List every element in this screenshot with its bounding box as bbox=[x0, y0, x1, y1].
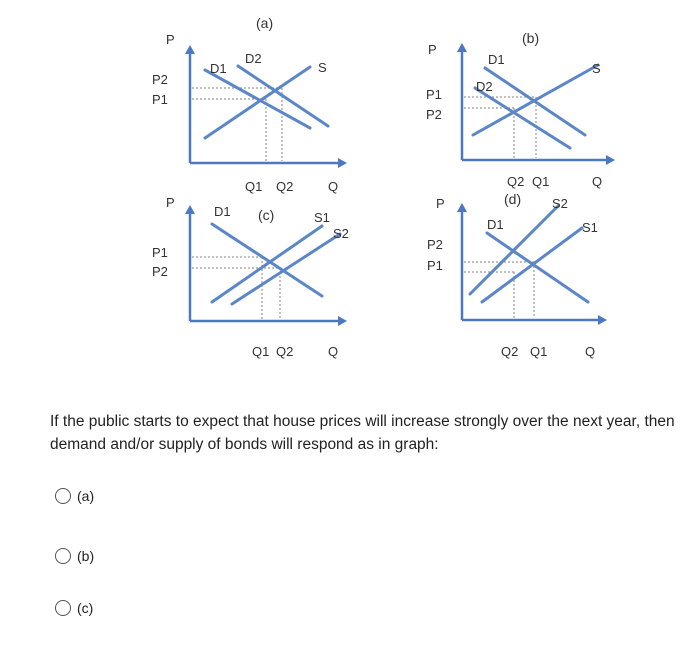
graph-b-price-upper: P1 bbox=[426, 87, 442, 102]
graph-a bbox=[152, 15, 347, 194]
graph-c-price-lower: P2 bbox=[152, 264, 168, 279]
graph-c-price-upper: P1 bbox=[152, 245, 168, 260]
graph-b-q-label: Q bbox=[592, 174, 603, 189]
graph-c-d1-label: D1 bbox=[214, 204, 231, 219]
graph-c-d1-curve bbox=[212, 224, 322, 296]
graph-c-s2-label: S2 bbox=[333, 226, 349, 241]
graph-b-x-arrow bbox=[606, 155, 615, 165]
graph-d-d1-label: D1 bbox=[487, 217, 504, 232]
graph-b-y-arrow bbox=[457, 43, 467, 52]
graph-c-title: (c) bbox=[258, 207, 275, 223]
graph-d-s2-label: S2 bbox=[552, 196, 568, 211]
graph-d-s1-label: S1 bbox=[582, 220, 598, 235]
graph-c bbox=[152, 195, 349, 359]
graph-b-s-label: S bbox=[592, 61, 601, 76]
graph-b-p-label: P bbox=[428, 42, 437, 57]
radio-b-icon[interactable] bbox=[55, 548, 71, 564]
radio-a-icon[interactable] bbox=[55, 488, 71, 504]
graph-b bbox=[426, 30, 615, 189]
graph-b-d1-label: D1 bbox=[488, 52, 505, 67]
graph-c-y-arrow bbox=[185, 205, 195, 214]
graph-c-s1-label: S1 bbox=[314, 210, 330, 225]
graph-d-title: (d) bbox=[504, 191, 522, 207]
graph-d-d1-curve bbox=[487, 233, 588, 302]
graph-c-q-label: Q bbox=[328, 344, 339, 359]
graph-b-qty-left: Q2 bbox=[507, 174, 525, 189]
graph-a-d1-label: D1 bbox=[210, 61, 227, 76]
graph-a-qty-left: Q1 bbox=[245, 179, 263, 194]
graph-d-p-label: P bbox=[436, 196, 445, 211]
graph-b-d2-label: D2 bbox=[476, 79, 493, 94]
graph-a-title: (a) bbox=[256, 15, 274, 31]
graph-a-x-arrow bbox=[338, 158, 347, 168]
graph-b-qty-right: Q1 bbox=[532, 174, 550, 189]
option-a-label: (a) bbox=[77, 488, 95, 504]
graph-a-price-lower: P1 bbox=[152, 92, 168, 107]
graph-c-qty-right: Q2 bbox=[276, 344, 294, 359]
option-c[interactable] bbox=[55, 597, 93, 619]
graph-c-s1-curve bbox=[212, 226, 322, 302]
graph-c-x-arrow bbox=[338, 316, 347, 326]
graph-a-q-label: Q bbox=[328, 179, 339, 194]
graph-c-p-label: P bbox=[166, 195, 175, 210]
graph-d-price-upper: P2 bbox=[427, 237, 443, 252]
option-b[interactable] bbox=[55, 545, 94, 567]
graph-b-price-lower: P2 bbox=[426, 107, 442, 122]
graph-d-x-arrow bbox=[598, 315, 607, 325]
graph-c-s2-curve bbox=[232, 234, 340, 304]
graph-a-price-upper: P2 bbox=[152, 72, 168, 87]
graph-d-q-label: Q bbox=[585, 344, 596, 359]
graph-d-qty-right: Q1 bbox=[530, 344, 548, 359]
graph-b-d2-curve bbox=[475, 88, 570, 148]
graph-d-qty-left: Q2 bbox=[501, 344, 519, 359]
graph-a-y-arrow bbox=[185, 45, 195, 54]
graph-a-p-label: P bbox=[166, 32, 175, 47]
radio-c-icon[interactable] bbox=[55, 600, 71, 616]
graph-d-price-lower: P1 bbox=[427, 258, 443, 273]
graph-d bbox=[427, 191, 607, 359]
graph-a-d2-label: D2 bbox=[245, 51, 262, 66]
graph-b-title: (b) bbox=[522, 30, 540, 46]
option-a[interactable] bbox=[55, 485, 94, 507]
graph-c-qty-left: Q1 bbox=[252, 344, 270, 359]
graph-d-y-arrow bbox=[457, 203, 467, 212]
graph-a-qty-right: Q2 bbox=[276, 179, 294, 194]
option-c-label: (c) bbox=[77, 600, 94, 616]
question-text: If the public starts to expect that house prices will increase strongly over the next year, then demand and/or supply of bonds will respond as in graph: bbox=[50, 413, 675, 453]
option-b-label: (b) bbox=[77, 548, 95, 564]
graph-a-s-label: S bbox=[318, 60, 327, 75]
